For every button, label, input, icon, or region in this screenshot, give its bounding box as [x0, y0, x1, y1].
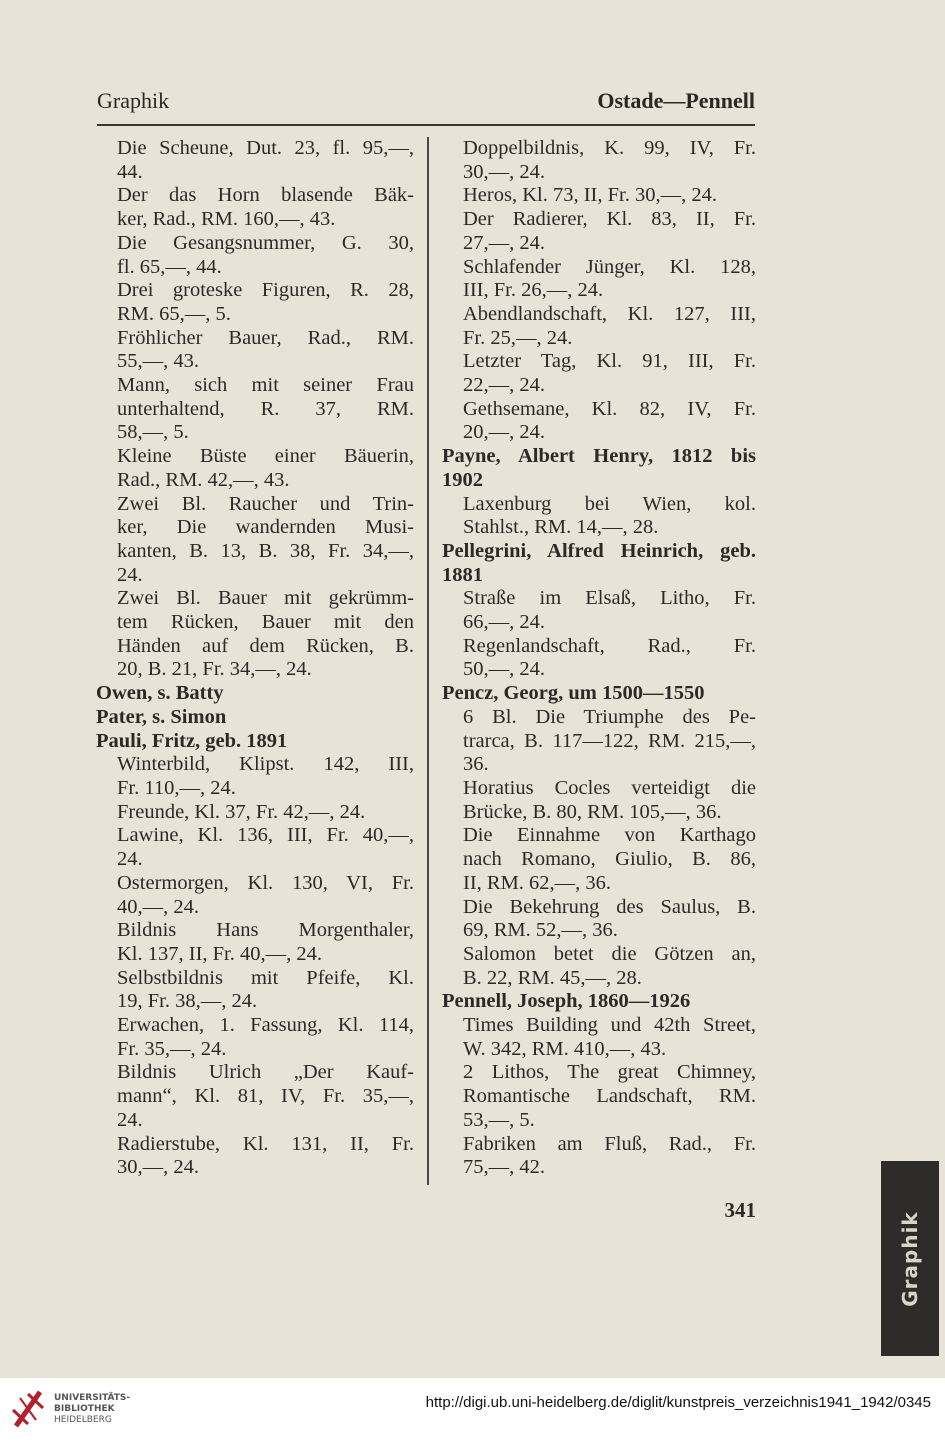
entry-line: II, RM. 62,—, 36. — [463, 871, 612, 894]
entry-line: 24. — [117, 1108, 143, 1131]
entry-line: Letzter Tag, Kl. 91, III, Fr. — [463, 350, 756, 373]
artwork-entry — [96, 824, 414, 871]
artwork-entry — [442, 635, 756, 682]
entry-line: Freunde, Kl. 37, Fr. 42,—, 24. — [117, 800, 366, 823]
entry-line: 75,—, 42. — [463, 1156, 545, 1179]
artist-heading — [96, 706, 414, 730]
artist-heading — [96, 730, 414, 754]
entry-line: W. 342, RM. 410,—, 43. — [463, 1037, 667, 1060]
entry-line: Laxenburg bei Wien, kol. — [463, 492, 756, 515]
artwork-entry — [96, 279, 414, 326]
entry-line: 44. — [117, 160, 143, 183]
entry-line: 24. — [117, 563, 143, 586]
entry-line: fl. 65,—, 44. — [117, 255, 222, 278]
entry-line: Pennell, Joseph, 1860—1926 — [442, 990, 691, 1013]
artwork-entry — [442, 777, 756, 824]
library-name-line: BIBLIOTHEK — [54, 1404, 115, 1414]
entry-line: B. 22, RM. 45,—, 28. — [463, 966, 642, 989]
digitization-footer — [0, 1378, 945, 1446]
entry-line: Horatius Cocles verteidigt die — [463, 776, 756, 799]
artwork-entry — [96, 872, 414, 919]
artwork-entry — [96, 232, 414, 279]
entry-line: 19, Fr. 38,—, 24. — [117, 990, 258, 1013]
artist-heading — [96, 682, 414, 706]
header-range-title: Ostade—Pennell — [597, 88, 755, 113]
entry-line: Ostermorgen, Kl. 130, VI, Fr. — [117, 871, 414, 894]
entry-line: 66,—, 24. — [463, 611, 545, 634]
entry-line: Mann, sich mit seiner Frau — [117, 374, 414, 397]
entry-line: Heros, Kl. 73, II, Fr. 30,—, 24. — [463, 184, 717, 207]
entry-line: tem Rücken, Bauer mit den — [117, 611, 414, 634]
artwork-entry — [96, 919, 414, 966]
entry-line: Doppelbildnis, K. 99, IV, Fr. — [463, 137, 756, 159]
entry-line: Straße im Elsaß, Litho, Fr. — [463, 587, 756, 610]
entry-line: Die Gesangsnummer, G. 30, — [117, 231, 414, 254]
entry-line: 20,—, 24. — [463, 421, 545, 444]
entry-line: 6 Bl. Die Triumphe des Pe- — [463, 705, 756, 728]
artwork-entry — [442, 398, 756, 445]
section-tab-label: Graphik — [898, 1210, 922, 1307]
entry-line: 20, B. 21, Fr. 34,—, 24. — [117, 658, 312, 681]
entry-line: Winterbild, Klipst. 142, III, — [117, 753, 414, 776]
artwork-entry — [442, 587, 756, 634]
entry-line: unterhaltend, R. 37, RM. — [117, 397, 414, 420]
artwork-entry — [96, 1133, 414, 1180]
artwork-entry — [96, 327, 414, 374]
entry-line: 55,—, 43. — [117, 350, 199, 373]
artwork-entry — [96, 137, 414, 184]
artwork-entry — [442, 137, 756, 184]
artwork-entry — [96, 753, 414, 800]
library-name-line: HEIDELBERG — [54, 1415, 112, 1425]
entry-line: 27,—, 24. — [463, 231, 545, 254]
entry-line: Brücke, B. 80, RM. 105,—, 36. — [463, 800, 722, 823]
entry-line: Zwei Bl. Bauer mit gekrümm- — [117, 587, 414, 610]
entry-line: Kleine Büste einer Bäuerin, — [117, 445, 414, 468]
artwork-entry — [96, 967, 414, 1014]
header-section-title: Graphik — [97, 88, 170, 113]
artwork-entry — [96, 184, 414, 231]
entry-line: Die Einnahme von Karthago — [463, 824, 756, 847]
left-column — [96, 137, 414, 1180]
entry-line: Abendlandschaft, Kl. 127, III, — [463, 302, 756, 325]
library-name — [54, 1393, 130, 1426]
entry-line: Times Building und 42th Street, — [463, 1014, 756, 1037]
entry-line: III, Fr. 26,—, 24. — [463, 279, 604, 302]
artist-heading — [442, 682, 756, 706]
entry-line: Gethsemane, Kl. 82, IV, Fr. — [463, 397, 756, 420]
entry-line: Rad., RM. 42,—, 43. — [117, 468, 290, 491]
entry-line: 24. — [117, 848, 143, 871]
entry-line: Fr. 35,—, 24. — [117, 1037, 227, 1060]
header-rule — [97, 124, 755, 126]
entry-line: 58,—, 5. — [117, 421, 189, 444]
entry-line: kanten, B. 13, B. 38, Fr. 34,—, — [117, 539, 414, 562]
entry-line: 53,—, 5. — [463, 1108, 535, 1131]
artwork-entry — [96, 1014, 414, 1061]
artist-heading — [442, 445, 756, 492]
entry-line: Fr. 110,—, 24. — [117, 776, 236, 799]
running-header — [97, 88, 755, 114]
entry-line: Salomon betet die Götzen an, — [463, 942, 756, 965]
entry-line: Radierstube, Kl. 131, II, Fr. — [117, 1132, 414, 1155]
entry-line: Pater, s. Simon — [96, 705, 227, 728]
artwork-entry — [96, 493, 414, 588]
entry-line: 69, RM. 52,—, 36. — [463, 919, 618, 942]
entry-line: Erwachen, 1. Fassung, Kl. 114, — [117, 1014, 414, 1037]
artwork-entry — [442, 943, 756, 990]
artist-heading — [442, 990, 756, 1014]
artwork-entry — [442, 1133, 756, 1180]
entry-line: Bildnis Hans Morgenthaler, — [117, 919, 414, 942]
right-column — [442, 137, 756, 1180]
artwork-entry — [442, 896, 756, 943]
entry-line: 22,—, 24. — [463, 374, 545, 397]
artwork-entry — [96, 445, 414, 492]
entry-line: Payne, Albert Henry, 1812 bis — [442, 445, 756, 468]
entry-line: Fr. 25,—, 24. — [463, 326, 573, 349]
entry-line: Fröhlicher Bauer, Rad., RM. — [117, 326, 414, 349]
artwork-entry — [442, 184, 756, 208]
entry-line: mann“, Kl. 81, IV, Fr. 35,—, — [117, 1085, 414, 1108]
artwork-entry — [96, 801, 414, 825]
artwork-entry — [96, 374, 414, 445]
entry-line: Die Bekehrung des Saulus, B. — [463, 895, 756, 918]
entry-line: 30,—, 24. — [463, 160, 545, 183]
entry-line: ker, Die wandernden Musi- — [117, 516, 414, 539]
entry-line: Der Radierer, Kl. 83, II, Fr. — [463, 208, 756, 231]
section-tab — [881, 1161, 939, 1356]
entry-line: Pellegrini, Alfred Heinrich, geb. — [442, 539, 756, 562]
entry-line: Händen auf dem Rücken, B. — [117, 634, 414, 657]
entry-line: Kl. 137, II, Fr. 40,—, 24. — [117, 942, 322, 965]
entry-line: Selbstbildnis mit Pfeife, Kl. — [117, 966, 414, 989]
artwork-entry — [442, 1014, 756, 1061]
entry-line: Romantische Landschaft, RM. — [463, 1085, 756, 1108]
source-url-link[interactable]: http://digi.ub.uni-heidelberg.de/diglit/kunstpreis_verzeichnis1941_1942/0345 — [425, 1394, 931, 1411]
column-divider — [427, 137, 429, 1185]
artwork-entry — [442, 824, 756, 895]
artwork-entry — [96, 587, 414, 682]
entry-line: Bildnis Ulrich „Der Kauf- — [117, 1061, 414, 1084]
artist-heading — [442, 540, 756, 587]
entry-line: Pencz, Georg, um 1500—1550 — [442, 682, 705, 705]
entry-line: 30,—, 24. — [117, 1156, 199, 1179]
entry-line: 1881 — [442, 563, 483, 586]
artwork-entry — [442, 1061, 756, 1132]
university-library-logo-icon — [10, 1388, 46, 1430]
entry-line: Lawine, Kl. 136, III, Fr. 40,—, — [117, 824, 414, 847]
entry-line: Regenlandschaft, Rad., Fr. — [463, 634, 756, 657]
entry-line: Pauli, Fritz, geb. 1891 — [96, 729, 288, 752]
entry-line: 1902 — [442, 468, 483, 491]
entry-line: RM. 65,—, 5. — [117, 302, 231, 325]
artwork-entry — [442, 303, 756, 350]
artwork-entry — [442, 256, 756, 303]
artwork-entry — [96, 1061, 414, 1132]
artwork-entry — [442, 706, 756, 777]
artwork-entry — [442, 493, 756, 540]
artwork-entry — [442, 350, 756, 397]
entry-line: Stahlst., RM. 14,—, 28. — [463, 516, 659, 539]
page-number: 341 — [724, 1198, 756, 1222]
entry-line: Drei groteske Figuren, R. 28, — [117, 279, 414, 302]
entry-line: Owen, s. Batty — [96, 682, 224, 705]
entry-line: Die Scheune, Dut. 23, fl. 95,—, — [117, 137, 414, 159]
entry-line: 50,—, 24. — [463, 658, 545, 681]
entry-line: 2 Lithos, The great Chimney, — [463, 1061, 756, 1084]
entry-line: Schlafender Jünger, Kl. 128, — [463, 255, 756, 278]
artwork-entry — [442, 208, 756, 255]
entry-line: Der das Horn blasende Bäk- — [117, 184, 414, 207]
entry-line: ker, Rad., RM. 160,—, 43. — [117, 208, 336, 231]
entry-line: 40,—, 24. — [117, 895, 199, 918]
entry-line: trarca, B. 117—122, RM. 215,—, — [463, 729, 756, 752]
entry-line: Fabriken am Fluß, Rad., Fr. — [463, 1132, 756, 1155]
entry-line: nach Romano, Giulio, B. 86, — [463, 848, 756, 871]
library-name-line: UNIVERSITÄTS- — [54, 1393, 131, 1403]
entry-line: 36. — [463, 753, 489, 776]
entry-line: Zwei Bl. Raucher und Trin- — [117, 492, 414, 515]
